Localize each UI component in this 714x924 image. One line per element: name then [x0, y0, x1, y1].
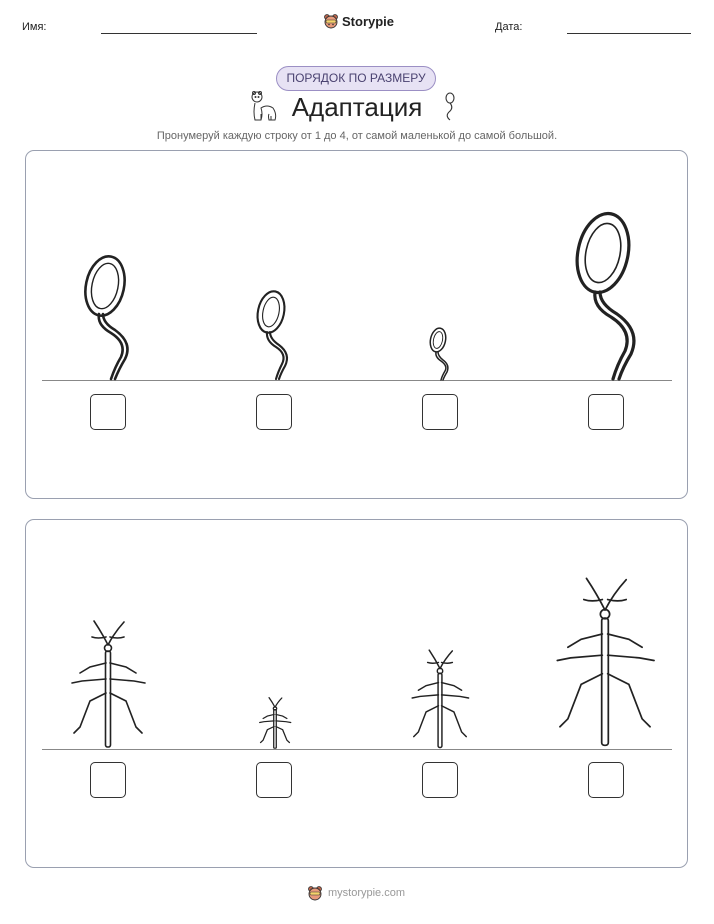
answer-box[interactable]: [256, 394, 292, 430]
name-field-line[interactable]: [101, 33, 257, 34]
answer-box[interactable]: [588, 394, 624, 430]
name-label: Имя:: [22, 21, 47, 33]
stick-insect-image: [409, 647, 471, 749]
sperm-cell-image: [81, 251, 135, 381]
storypie-logo-icon: [323, 13, 339, 29]
brand: [323, 13, 394, 29]
footer-url[interactable]: mystorypie.com: [328, 887, 406, 899]
answer-box[interactable]: [422, 394, 458, 430]
sperm-cell-image: [428, 327, 454, 381]
row-panel-sperm: [25, 150, 688, 499]
storypie-logo-icon: [307, 885, 323, 901]
answer-box[interactable]: [90, 394, 126, 430]
instruction-text: Пронумеруй каждую строку от 1 до 4, от самой маленькой до самой большой.: [156, 130, 558, 142]
answer-box[interactable]: [422, 762, 458, 798]
answer-box[interactable]: [256, 762, 292, 798]
footer: [307, 885, 405, 901]
brand-name: Storypie: [342, 13, 395, 29]
stick-insect-image: [68, 617, 148, 749]
date-label: Дата:: [495, 21, 523, 33]
stick-insect-image: [552, 572, 658, 749]
sperm-cell-image: [571, 209, 643, 381]
stick-insect-image: [258, 696, 292, 749]
answer-box[interactable]: [90, 762, 126, 798]
page-title: Адаптация: [291, 92, 423, 122]
answer-box[interactable]: [588, 762, 624, 798]
worksheet-type-badge: ПОРЯДОК ПО РАЗМЕРУ: [276, 66, 436, 91]
baseline: [42, 749, 672, 750]
sperm-icon: [440, 92, 460, 122]
date-field-line[interactable]: [567, 33, 691, 34]
row-panel-stick-insect: [25, 519, 688, 868]
sperm-cell-image: [255, 289, 295, 381]
